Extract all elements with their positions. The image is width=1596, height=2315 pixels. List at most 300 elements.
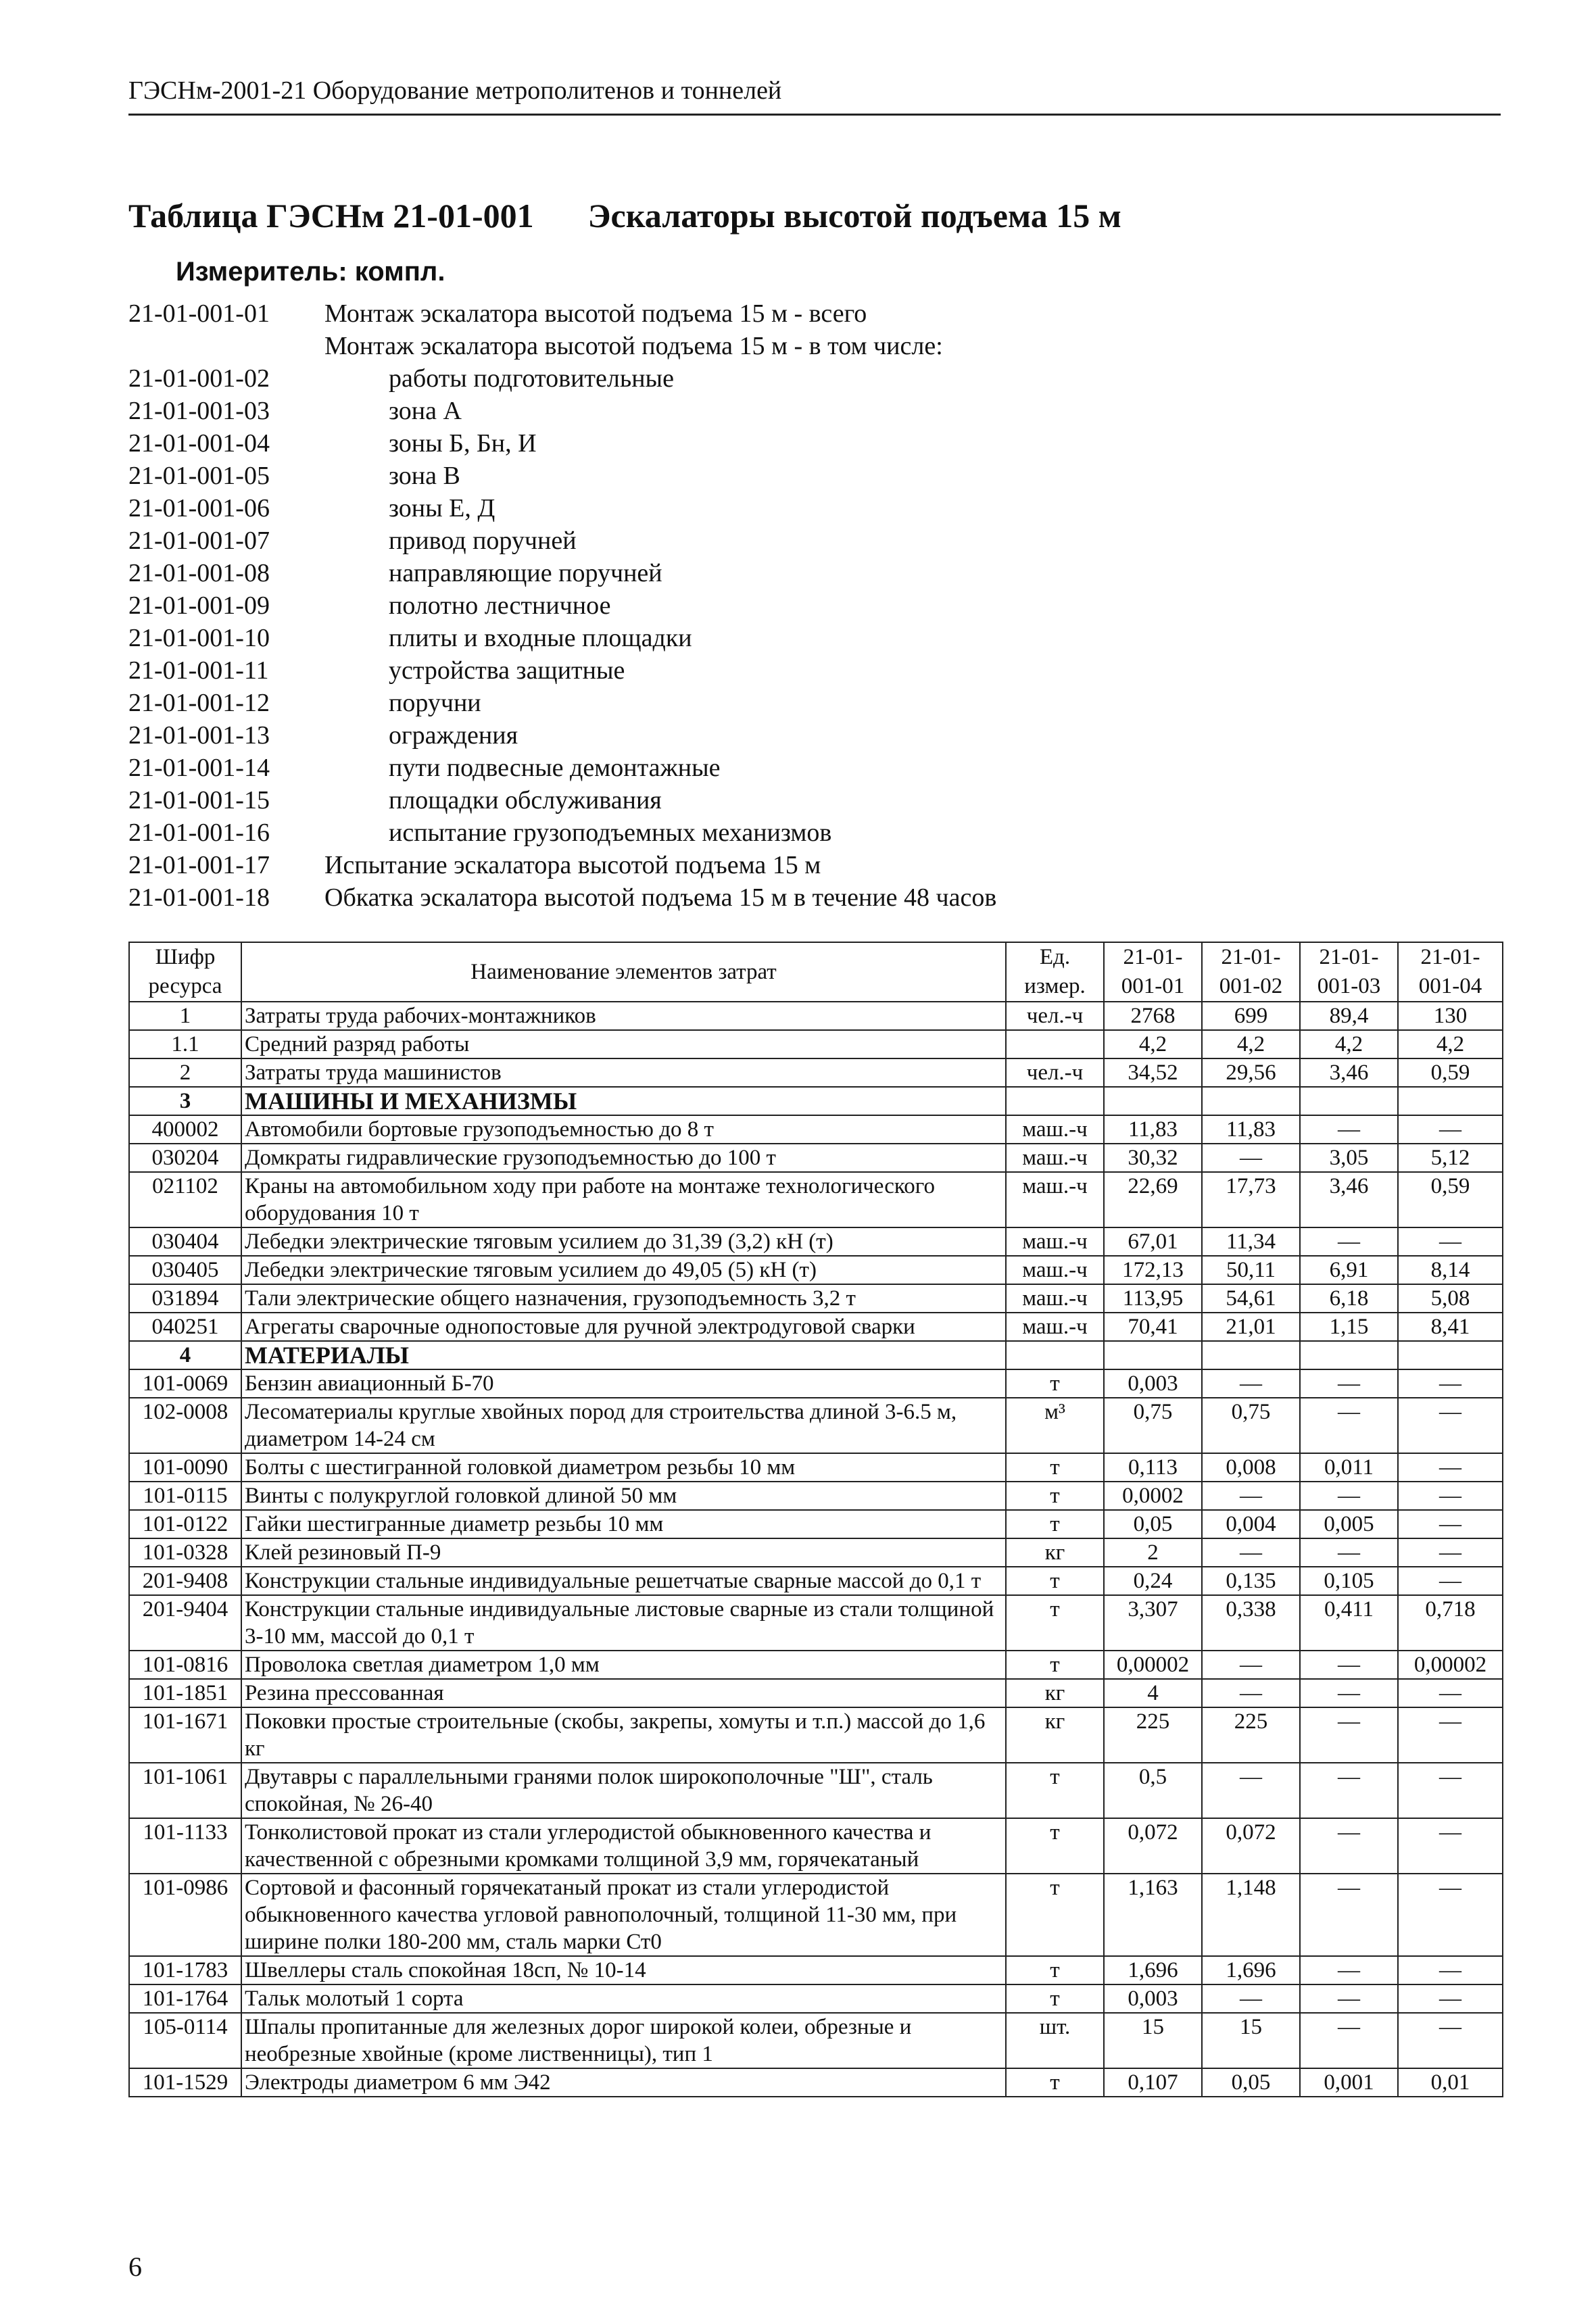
code-list-item	[128, 330, 943, 362]
table-row	[129, 1984, 1503, 2013]
value-cell: 0,75	[1202, 1398, 1300, 1453]
value-cell: —	[1398, 1453, 1503, 1482]
code-list-text: Монтаж эскалатора высотой подъема 15 м - всего	[324, 299, 867, 328]
resource-code-cell: 101-1851	[129, 1679, 241, 1707]
unit-cell: т	[1006, 1874, 1104, 1956]
code-list-text: площадки обслуживания	[389, 786, 662, 814]
code-list-text: зоны Б, Бн, И	[389, 429, 537, 458]
value-cell: —	[1300, 1763, 1398, 1818]
value-cell: 11,34	[1202, 1227, 1300, 1256]
table-row	[129, 1510, 1503, 1538]
resource-code-cell: 101-1764	[129, 1984, 241, 2013]
value-cell	[1300, 1341, 1398, 1369]
resource-code-cell: 101-1133	[129, 1818, 241, 1874]
value-cell: —	[1300, 1679, 1398, 1707]
value-cell: 1,148	[1202, 1874, 1300, 1956]
code-list-code: 21-01-001-08	[128, 559, 270, 587]
code-list-text: зона А	[389, 397, 462, 425]
code-list-item	[128, 525, 577, 557]
code-list-code: 21-01-001-07	[128, 527, 270, 555]
table-row	[129, 1313, 1503, 1341]
code-list-text: пути подвесные демонтажные	[389, 754, 721, 782]
value-cell: 225	[1202, 1707, 1300, 1763]
unit-cell: кг	[1006, 1538, 1104, 1567]
resource-name-cell: Лебедки электрические тяговым усилием до 49,05 (5) кН (т)	[241, 1256, 1006, 1284]
value-cell: 0,003	[1104, 1984, 1202, 2013]
resource-code-cell: 201-9404	[129, 1595, 241, 1651]
code-list-text: работы подготовительные	[389, 364, 674, 393]
table-row	[129, 1115, 1503, 1144]
value-cell: —	[1398, 1956, 1503, 1984]
value-cell: —	[1398, 1115, 1503, 1144]
unit-cell: кг	[1006, 1707, 1104, 1763]
value-cell: 22,69	[1104, 1172, 1202, 1227]
code-list-text: зоны Е, Д	[389, 494, 495, 522]
value-cell: 2	[1104, 1538, 1202, 1567]
value-cell	[1202, 1087, 1300, 1115]
page-number: 6	[128, 2251, 142, 2282]
value-cell: —	[1300, 1115, 1398, 1144]
code-list-item	[128, 687, 481, 719]
resource-name-cell: Краны на автомобильном ходу при работе на монтаже технологического оборудования 10 т	[241, 1172, 1006, 1227]
value-cell: 70,41	[1104, 1313, 1202, 1341]
table-row	[129, 1956, 1503, 1984]
value-cell: —	[1300, 1538, 1398, 1567]
resource-code-cell: 101-0986	[129, 1874, 241, 1956]
resource-code-cell: 2	[129, 1058, 241, 1087]
table-row	[129, 1144, 1503, 1172]
code-list-item	[128, 849, 821, 881]
header-code: Шифр ресурса	[129, 942, 241, 1002]
resource-code-cell: 030204	[129, 1144, 241, 1172]
resource-name-cell: Средний разряд работы	[241, 1030, 1006, 1058]
resource-name-cell: Проволока светлая диаметром 1,0 мм	[241, 1651, 1006, 1679]
value-cell	[1202, 1341, 1300, 1369]
table-row	[129, 1453, 1503, 1482]
value-cell	[1398, 1341, 1503, 1369]
table-row	[129, 1595, 1503, 1651]
resource-code-cell: 105-0114	[129, 2013, 241, 2068]
code-list-code: 21-01-001-03	[128, 397, 270, 425]
unit-cell: кг	[1006, 1679, 1104, 1707]
unit-cell: т	[1006, 1984, 1104, 2013]
code-list-code: 21-01-001-17	[128, 851, 270, 879]
resource-name-cell: Затраты труда рабочих-монтажников	[241, 1002, 1006, 1030]
value-cell: 3,46	[1300, 1058, 1398, 1087]
table-row	[129, 1058, 1503, 1087]
value-cell	[1104, 1341, 1202, 1369]
value-cell: 34,52	[1104, 1058, 1202, 1087]
unit-cell: т	[1006, 1763, 1104, 1818]
value-cell: —	[1398, 1707, 1503, 1763]
value-cell: 0,072	[1202, 1818, 1300, 1874]
code-list-item	[128, 817, 832, 849]
value-cell	[1300, 1087, 1398, 1115]
resource-code-cell: 1.1	[129, 1030, 241, 1058]
table-row	[129, 1172, 1503, 1227]
unit-cell: маш.-ч	[1006, 1227, 1104, 1256]
value-cell: 0,59	[1398, 1058, 1503, 1087]
resource-name-cell: Автомобили бортовые грузоподъемностью до 8 т	[241, 1115, 1006, 1144]
value-cell: —	[1202, 1369, 1300, 1398]
code-list-code: 21-01-001-05	[128, 462, 270, 490]
resource-name-cell: Домкраты гидравлические грузоподъемностью до 100 т	[241, 1144, 1006, 1172]
value-cell: —	[1398, 1874, 1503, 1956]
value-cell: 11,83	[1202, 1115, 1300, 1144]
code-list-text: поручни	[389, 689, 481, 717]
resource-code-cell: 201-9408	[129, 1567, 241, 1595]
code-list-code: 21-01-001-11	[128, 656, 269, 685]
code-list-text: полотно лестничное	[389, 591, 611, 620]
value-cell: —	[1398, 1369, 1503, 1398]
resource-code-cell: 101-0122	[129, 1510, 241, 1538]
value-cell: —	[1202, 1651, 1300, 1679]
value-cell: —	[1300, 1818, 1398, 1874]
value-cell: 54,61	[1202, 1284, 1300, 1313]
table-row	[129, 1002, 1503, 1030]
table-header-row	[129, 942, 1503, 1002]
value-cell: —	[1398, 1818, 1503, 1874]
value-cell: —	[1202, 1984, 1300, 2013]
resource-name-cell: Двутавры с параллельными гранями полок широкополочные "Ш", сталь спокойная, № 26-40	[241, 1763, 1006, 1818]
value-cell: 17,73	[1202, 1172, 1300, 1227]
value-cell: 1,696	[1104, 1956, 1202, 1984]
value-cell: 0,05	[1202, 2068, 1300, 2097]
value-cell: 0,00002	[1398, 1651, 1503, 1679]
value-cell: —	[1300, 1482, 1398, 1510]
table-body	[129, 1002, 1503, 2097]
resource-name-cell: Затраты труда машинистов	[241, 1058, 1006, 1087]
resource-name-cell: Шпалы пропитанные для железных дорог широкой колеи, обрезные и необрезные хвойные (кроме лиственницы), тип 1	[241, 2013, 1006, 2068]
value-cell: —	[1398, 1510, 1503, 1538]
value-cell: 50,11	[1202, 1256, 1300, 1284]
resource-code-cell: 3	[129, 1087, 241, 1115]
table-row	[129, 1538, 1503, 1567]
code-list-code: 21-01-001-13	[128, 721, 270, 750]
unit-cell: т	[1006, 1595, 1104, 1651]
code-list-code: 21-01-001-09	[128, 591, 270, 620]
value-cell: 0,01	[1398, 2068, 1503, 2097]
code-list-item	[128, 427, 537, 460]
code-list-code: 21-01-001-18	[128, 883, 270, 912]
unit-cell: чел.-ч	[1006, 1058, 1104, 1087]
unit-cell: т	[1006, 1510, 1104, 1538]
resource-code-cell: 101-0816	[129, 1651, 241, 1679]
table-row	[129, 1227, 1503, 1256]
unit-cell: т	[1006, 1482, 1104, 1510]
value-cell: 0,008	[1202, 1453, 1300, 1482]
value-cell: 0,107	[1104, 2068, 1202, 2097]
resource-code-cell: 101-0328	[129, 1538, 241, 1567]
measure-unit: Измеритель: компл.	[176, 257, 445, 287]
code-list-text: устройства защитные	[389, 656, 625, 685]
value-cell: —	[1398, 1227, 1503, 1256]
value-cell: 0,5	[1104, 1763, 1202, 1818]
code-list-text: плиты и входные площадки	[389, 624, 692, 652]
header-unit: Ед. измер.	[1006, 942, 1104, 1002]
table-section-row	[129, 1087, 1503, 1115]
value-cell: 3,307	[1104, 1595, 1202, 1651]
value-cell: 5,12	[1398, 1144, 1503, 1172]
value-cell: 67,01	[1104, 1227, 1202, 1256]
value-cell: —	[1300, 2013, 1398, 2068]
resource-code-cell: 101-1061	[129, 1763, 241, 1818]
resource-code-cell: 101-1783	[129, 1956, 241, 1984]
resource-code-cell: 101-1671	[129, 1707, 241, 1763]
code-list-item	[128, 460, 460, 492]
unit-cell: т	[1006, 1818, 1104, 1874]
table-row	[129, 1651, 1503, 1679]
resource-code-cell: 040251	[129, 1313, 241, 1341]
header-col3: 21-01-001-03	[1300, 942, 1398, 1002]
header-name: Наименование элементов затрат	[241, 942, 1006, 1002]
resource-name-cell: Электроды диаметром 6 мм Э42	[241, 2068, 1006, 2097]
unit-cell: т	[1006, 1453, 1104, 1482]
code-list-item	[128, 589, 611, 622]
value-cell: 15	[1202, 2013, 1300, 2068]
value-cell: —	[1300, 1369, 1398, 1398]
unit-cell	[1006, 1341, 1104, 1369]
value-cell: —	[1300, 1398, 1398, 1453]
value-cell: 0,718	[1398, 1595, 1503, 1651]
resource-name-cell: Тали электрические общего назначения, грузоподъемность 3,2 т	[241, 1284, 1006, 1313]
unit-cell: маш.-ч	[1006, 1284, 1104, 1313]
value-cell: 0,0002	[1104, 1482, 1202, 1510]
resource-name-cell: Бензин авиационный Б-70	[241, 1369, 1006, 1398]
code-list-text: зона В	[389, 462, 460, 490]
unit-cell: шт.	[1006, 2013, 1104, 2068]
value-cell: 1,696	[1202, 1956, 1300, 1984]
code-list-text: ограждения	[389, 721, 518, 750]
resource-name-cell: Конструкции стальные индивидуальные листовые сварные из стали толщиной 3-10 мм, массой до 0,1 т	[241, 1595, 1006, 1651]
code-list-code: 21-01-001-01	[128, 299, 270, 328]
value-cell: 0,05	[1104, 1510, 1202, 1538]
value-cell: —	[1398, 1679, 1503, 1707]
value-cell: —	[1398, 1763, 1503, 1818]
value-cell: 113,95	[1104, 1284, 1202, 1313]
unit-cell	[1006, 1087, 1104, 1115]
unit-cell: маш.-ч	[1006, 1144, 1104, 1172]
resource-name-cell: Винты с полукруглой головкой длиной 50 мм	[241, 1482, 1006, 1510]
resource-name-cell: Гайки шестигранные диаметр резьбы 10 мм	[241, 1510, 1006, 1538]
resource-name-cell: Тонколистовой прокат из стали углеродистой обыкновенного качества и качественной с обрезными кромками толщиной 3,9 мм, горячекатаный	[241, 1818, 1006, 1874]
value-cell: 4,2	[1398, 1030, 1503, 1058]
value-cell: 0,003	[1104, 1369, 1202, 1398]
table-row	[129, 1284, 1503, 1313]
code-list-code: 21-01-001-02	[128, 364, 270, 393]
table-row	[129, 1030, 1503, 1058]
table-row	[129, 2013, 1503, 2068]
value-cell: 8,14	[1398, 1256, 1503, 1284]
value-cell: 0,005	[1300, 1510, 1398, 1538]
resource-code-cell: 030404	[129, 1227, 241, 1256]
resource-code-cell: 031894	[129, 1284, 241, 1313]
resource-code-cell: 021102	[129, 1172, 241, 1227]
value-cell: 1,15	[1300, 1313, 1398, 1341]
resource-name-cell: Клей резиновый П-9	[241, 1538, 1006, 1567]
value-cell: 130	[1398, 1002, 1503, 1030]
code-list-text: направляющие поручней	[389, 559, 662, 587]
code-list-text: привод поручней	[389, 527, 577, 555]
value-cell: 0,113	[1104, 1453, 1202, 1482]
code-list-item	[128, 395, 462, 427]
resource-name-cell: МАТЕРИАЛЫ	[241, 1341, 1006, 1369]
code-list-item	[128, 362, 674, 395]
value-cell: 89,4	[1300, 1002, 1398, 1030]
resource-table	[128, 942, 1503, 2097]
value-cell: —	[1202, 1538, 1300, 1567]
resource-name-cell: Лесоматериалы круглые хвойных пород для строительства длиной 3-6.5 м, диаметром 14-24 см	[241, 1398, 1006, 1453]
resource-code-cell: 101-0069	[129, 1369, 241, 1398]
value-cell: —	[1300, 1227, 1398, 1256]
table-row	[129, 2068, 1503, 2097]
resource-name-cell: Лебедки электрические тяговым усилием до 31,39 (3,2) кН (т)	[241, 1227, 1006, 1256]
unit-cell: т	[1006, 1567, 1104, 1595]
unit-cell: чел.-ч	[1006, 1002, 1104, 1030]
value-cell: 0,004	[1202, 1510, 1300, 1538]
resource-code-cell: 101-0090	[129, 1453, 241, 1482]
value-cell: 3,46	[1300, 1172, 1398, 1227]
code-list-code: 21-01-001-10	[128, 624, 270, 652]
table-row	[129, 1369, 1503, 1398]
unit-cell: т	[1006, 2068, 1104, 2097]
resource-name-cell: Сортовой и фасонный горячекатаный прокат из стали углеродистой обыкновенного качества угловой равнополочный, толщиной 11-30 мм, при ширине полки 180-200 мм, сталь марки Ст0	[241, 1874, 1006, 1956]
value-cell: —	[1202, 1679, 1300, 1707]
value-cell: 0,011	[1300, 1453, 1398, 1482]
value-cell: 172,13	[1104, 1256, 1202, 1284]
table-row	[129, 1567, 1503, 1595]
value-cell: 225	[1104, 1707, 1202, 1763]
code-list-item	[128, 622, 692, 654]
code-list-text: испытание грузоподъемных механизмов	[389, 819, 832, 847]
resource-name-cell: Поковки простые строительные (скобы, закрепы, хомуты и т.п.) массой до 1,6 кг	[241, 1707, 1006, 1763]
unit-cell: маш.-ч	[1006, 1115, 1104, 1144]
unit-cell	[1006, 1030, 1104, 1058]
value-cell	[1398, 1087, 1503, 1115]
code-list-text: Монтаж эскалатора высотой подъема 15 м - в том числе:	[324, 332, 943, 360]
value-cell	[1104, 1087, 1202, 1115]
resource-code-cell: 400002	[129, 1115, 241, 1144]
value-cell: —	[1398, 1538, 1503, 1567]
code-list-text: Обкатка эскалатора высотой подъема 15 м в течение 48 часов	[324, 883, 997, 912]
value-cell: —	[1398, 1567, 1503, 1595]
code-list-item	[128, 654, 625, 687]
table-row	[129, 1818, 1503, 1874]
code-list-text: Испытание эскалатора высотой подъема 15 м	[324, 851, 821, 879]
code-list-code: 21-01-001-16	[128, 819, 270, 847]
value-cell: —	[1300, 1956, 1398, 1984]
header-col1: 21-01-001-01	[1104, 942, 1202, 1002]
resource-name-cell: Агрегаты сварочные однопостовые для ручной электродуговой сварки	[241, 1313, 1006, 1341]
value-cell: 30,32	[1104, 1144, 1202, 1172]
code-list-item	[128, 784, 662, 817]
value-cell: 6,18	[1300, 1284, 1398, 1313]
resource-code-cell: 4	[129, 1341, 241, 1369]
value-cell: —	[1398, 2013, 1503, 2068]
resource-name-cell: Тальк молотый 1 сорта	[241, 1984, 1006, 2013]
table-row	[129, 1763, 1503, 1818]
resource-name-cell: Швеллеры сталь спокойная 18сп, № 10-14	[241, 1956, 1006, 1984]
code-list-code: 21-01-001-04	[128, 429, 270, 458]
table-row	[129, 1398, 1503, 1453]
value-cell: —	[1202, 1763, 1300, 1818]
value-cell: 4,2	[1300, 1030, 1398, 1058]
resource-code-cell: 030405	[129, 1256, 241, 1284]
value-cell: 4	[1104, 1679, 1202, 1707]
unit-cell: т	[1006, 1369, 1104, 1398]
resource-code-cell: 1	[129, 1002, 241, 1030]
table-row	[129, 1707, 1503, 1763]
code-list-item	[128, 557, 662, 589]
value-cell: —	[1300, 1984, 1398, 2013]
resource-name-cell: Резина прессованная	[241, 1679, 1006, 1707]
value-cell: —	[1398, 1398, 1503, 1453]
value-cell: 29,56	[1202, 1058, 1300, 1087]
header-col2: 21-01-001-02	[1202, 942, 1300, 1002]
resource-code-cell: 102-0008	[129, 1398, 241, 1453]
value-cell: —	[1202, 1144, 1300, 1172]
code-list-code: 21-01-001-06	[128, 494, 270, 522]
value-cell: 5,08	[1398, 1284, 1503, 1313]
value-cell: 0,411	[1300, 1595, 1398, 1651]
resource-name-cell: МАШИНЫ И МЕХАНИЗМЫ	[241, 1087, 1006, 1115]
value-cell: 15	[1104, 2013, 1202, 2068]
value-cell: 0,24	[1104, 1567, 1202, 1595]
code-list-item	[128, 881, 997, 914]
running-header: ГЭСНм-2001-21 Оборудование метрополитенов и тоннелей	[128, 76, 782, 105]
value-cell: 0,00002	[1104, 1651, 1202, 1679]
value-cell: 4,2	[1202, 1030, 1300, 1058]
code-list-item	[128, 752, 721, 784]
value-cell: 21,01	[1202, 1313, 1300, 1341]
value-cell: 0,75	[1104, 1398, 1202, 1453]
value-cell: 0,135	[1202, 1567, 1300, 1595]
table-row	[129, 1256, 1503, 1284]
value-cell: 0,59	[1398, 1172, 1503, 1227]
code-list-item	[128, 297, 867, 330]
value-cell: 0,105	[1300, 1567, 1398, 1595]
unit-cell: т	[1006, 1956, 1104, 1984]
value-cell: —	[1300, 1874, 1398, 1956]
code-list	[128, 297, 997, 914]
value-cell: 699	[1202, 1002, 1300, 1030]
resource-name-cell: Болты с шестигранной головкой диаметром резьбы 10 мм	[241, 1453, 1006, 1482]
unit-cell: маш.-ч	[1006, 1172, 1104, 1227]
resource-code-cell: 101-1529	[129, 2068, 241, 2097]
code-list-code: 21-01-001-15	[128, 786, 270, 814]
value-cell: 4,2	[1104, 1030, 1202, 1058]
table-row	[129, 1482, 1503, 1510]
unit-cell: маш.-ч	[1006, 1256, 1104, 1284]
header-rule	[128, 114, 1501, 116]
table-number: Таблица ГЭСНм 21-01-001	[128, 197, 534, 235]
value-cell: —	[1398, 1984, 1503, 2013]
table-section-row	[129, 1341, 1503, 1369]
value-cell: 0,072	[1104, 1818, 1202, 1874]
resource-code-cell: 101-0115	[129, 1482, 241, 1510]
unit-cell: маш.-ч	[1006, 1313, 1104, 1341]
value-cell: 3,05	[1300, 1144, 1398, 1172]
table-row	[129, 1874, 1503, 1956]
value-cell: 0,001	[1300, 2068, 1398, 2097]
value-cell: 0,338	[1202, 1595, 1300, 1651]
resource-name-cell: Конструкции стальные индивидуальные решетчатые сварные массой до 0,1 т	[241, 1567, 1006, 1595]
table-name: Эскалаторы высотой подъема 15 м	[587, 197, 1121, 235]
value-cell: —	[1398, 1482, 1503, 1510]
unit-cell: м³	[1006, 1398, 1104, 1453]
value-cell: —	[1202, 1482, 1300, 1510]
value-cell: 8,41	[1398, 1313, 1503, 1341]
